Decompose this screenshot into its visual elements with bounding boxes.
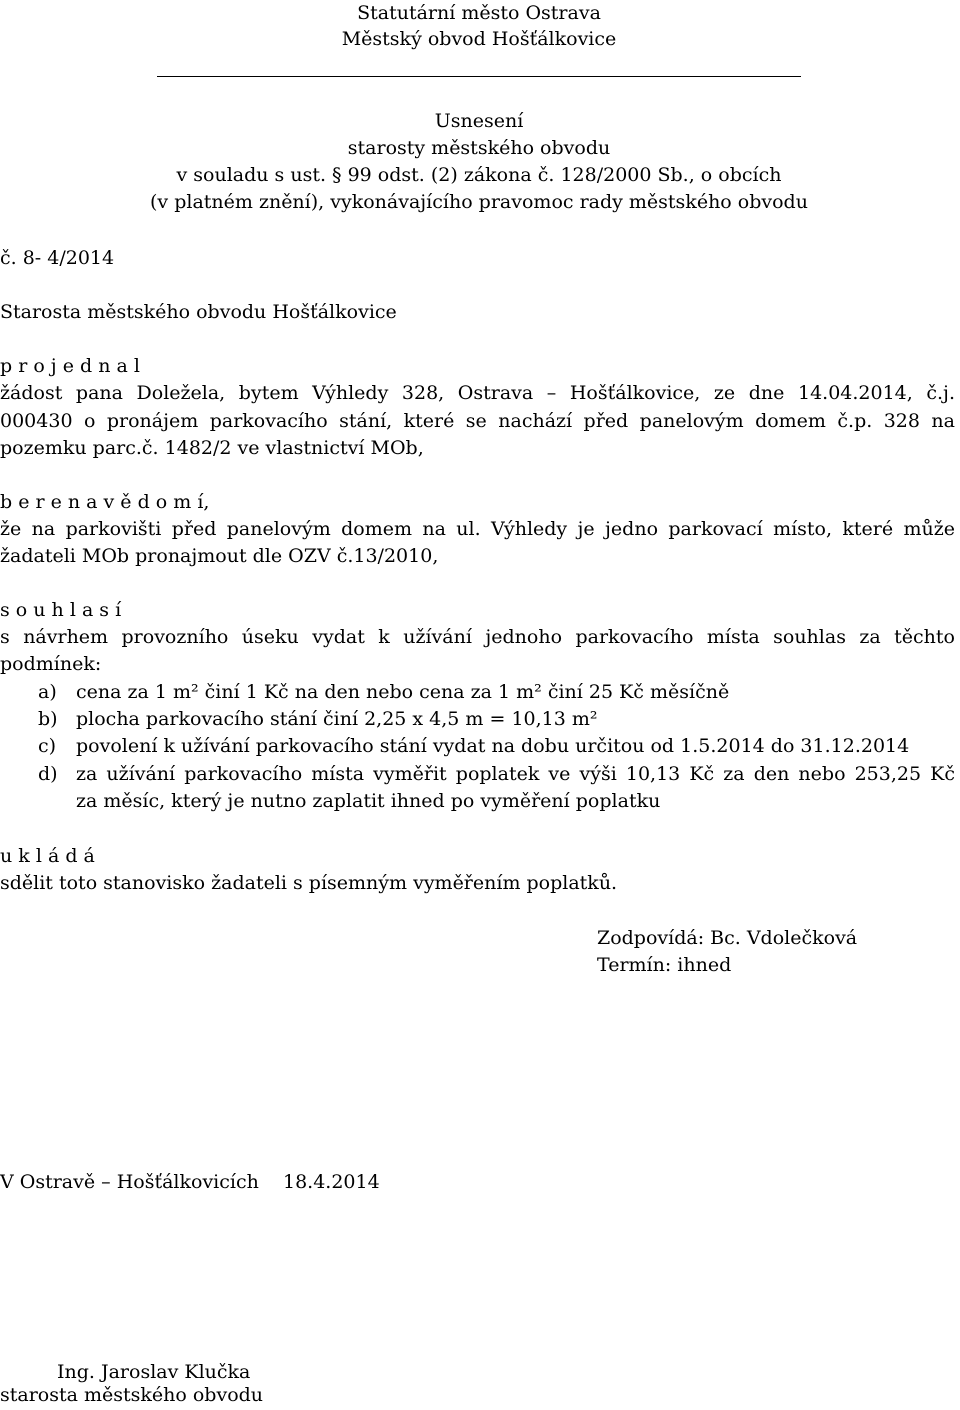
condition-marker: b) [38, 708, 58, 730]
condition-marker: a) [38, 681, 57, 703]
paragraph-line: žadateli MOb pronajmout dle OZV č.13/2010, [0, 545, 439, 567]
paragraph-line: 000430 o pronájem parkovacího stání, které se nachází před panelovým domem č.p. 328 na [0, 410, 955, 432]
document-title: Usnesení [434, 110, 524, 132]
condition-marker: d) [38, 763, 58, 785]
responsible-person: Zodpovídá: Bc. Vdolečková [597, 927, 858, 949]
condition-text: za měsíc, který je nutno zaplatit ihned po vyměření poplatku [76, 790, 661, 812]
signatory-name: Ing. Jaroslav Klučka [57, 1361, 251, 1383]
condition-text: cena za 1 m² činí 1 Kč na den nebo cena za 1 m² činí 25 Kč měsíčně [76, 681, 730, 703]
section-verb-projednal: p r o j e d n a l [0, 355, 140, 377]
section-verb-souhlasi: s o u h l a s í [0, 599, 122, 621]
paragraph-line: pozemku parc.č. 1482/2 ve vlastnictví MOb, [0, 437, 424, 459]
deadline: Termín: ihned [597, 954, 732, 976]
section-verb-bere-na-vedomi: b e r e n a v ě d o m í, [0, 491, 210, 513]
condition-text: plocha parkovacího stání činí 2,25 x 4,5 m = 10,13 m² [76, 708, 598, 730]
resolution-number: č. 8- 4/2014 [0, 247, 115, 269]
condition-text: za užívání parkovacího místa vyměřit poplatek ve výši 10,13 Kč za den nebo 253,25 Kč [76, 763, 955, 785]
section-verb-uklada: u k l á d á [0, 845, 95, 867]
legal-basis-line-1: v souladu s ust. § 99 odst. (2) zákona č. 128/2000 Sb., o obcích [176, 164, 782, 186]
place: V Ostravě – Hošťálkovicích [0, 1171, 259, 1193]
paragraph-line: žádost pana Doležela, bytem Výhledy 328, Ostrava – Hošťálkovice, ze dne 14.04.2014, č.j. [0, 382, 955, 404]
legal-basis-line-2: (v platném znění), vykonávajícího pravomoc rady městského obvodu [150, 191, 808, 213]
paragraph-line: podmínek: [0, 653, 102, 675]
condition-marker: c) [38, 735, 57, 757]
city-name: Statutární město Ostrava [357, 2, 601, 24]
date: 18.4.2014 [283, 1171, 380, 1193]
paragraph-line: s návrhem provozního úseku vydat k užívání jednoho parkovacího místa souhlas za těchto [0, 626, 955, 648]
document-subtitle: starosty městského obvodu [347, 137, 611, 159]
signatory-title: starosta městského obvodu [0, 1384, 264, 1406]
district-name: Městský obvod Hošťálkovice [341, 28, 617, 50]
condition-text: povolení k užívání parkovacího stání vydat na dobu určitou od 1.5.2014 do 31.12.2014 [76, 735, 910, 757]
issuer: Starosta městského obvodu Hošťálkovice [0, 301, 397, 323]
header-divider [157, 76, 801, 77]
paragraph-line: sdělit toto stanovisko žadateli s písemným vyměřením poplatků. [0, 872, 618, 894]
paragraph-line: že na parkovišti před panelovým domem na ul. Výhledy je jedno parkovací místo, které může [0, 518, 955, 540]
